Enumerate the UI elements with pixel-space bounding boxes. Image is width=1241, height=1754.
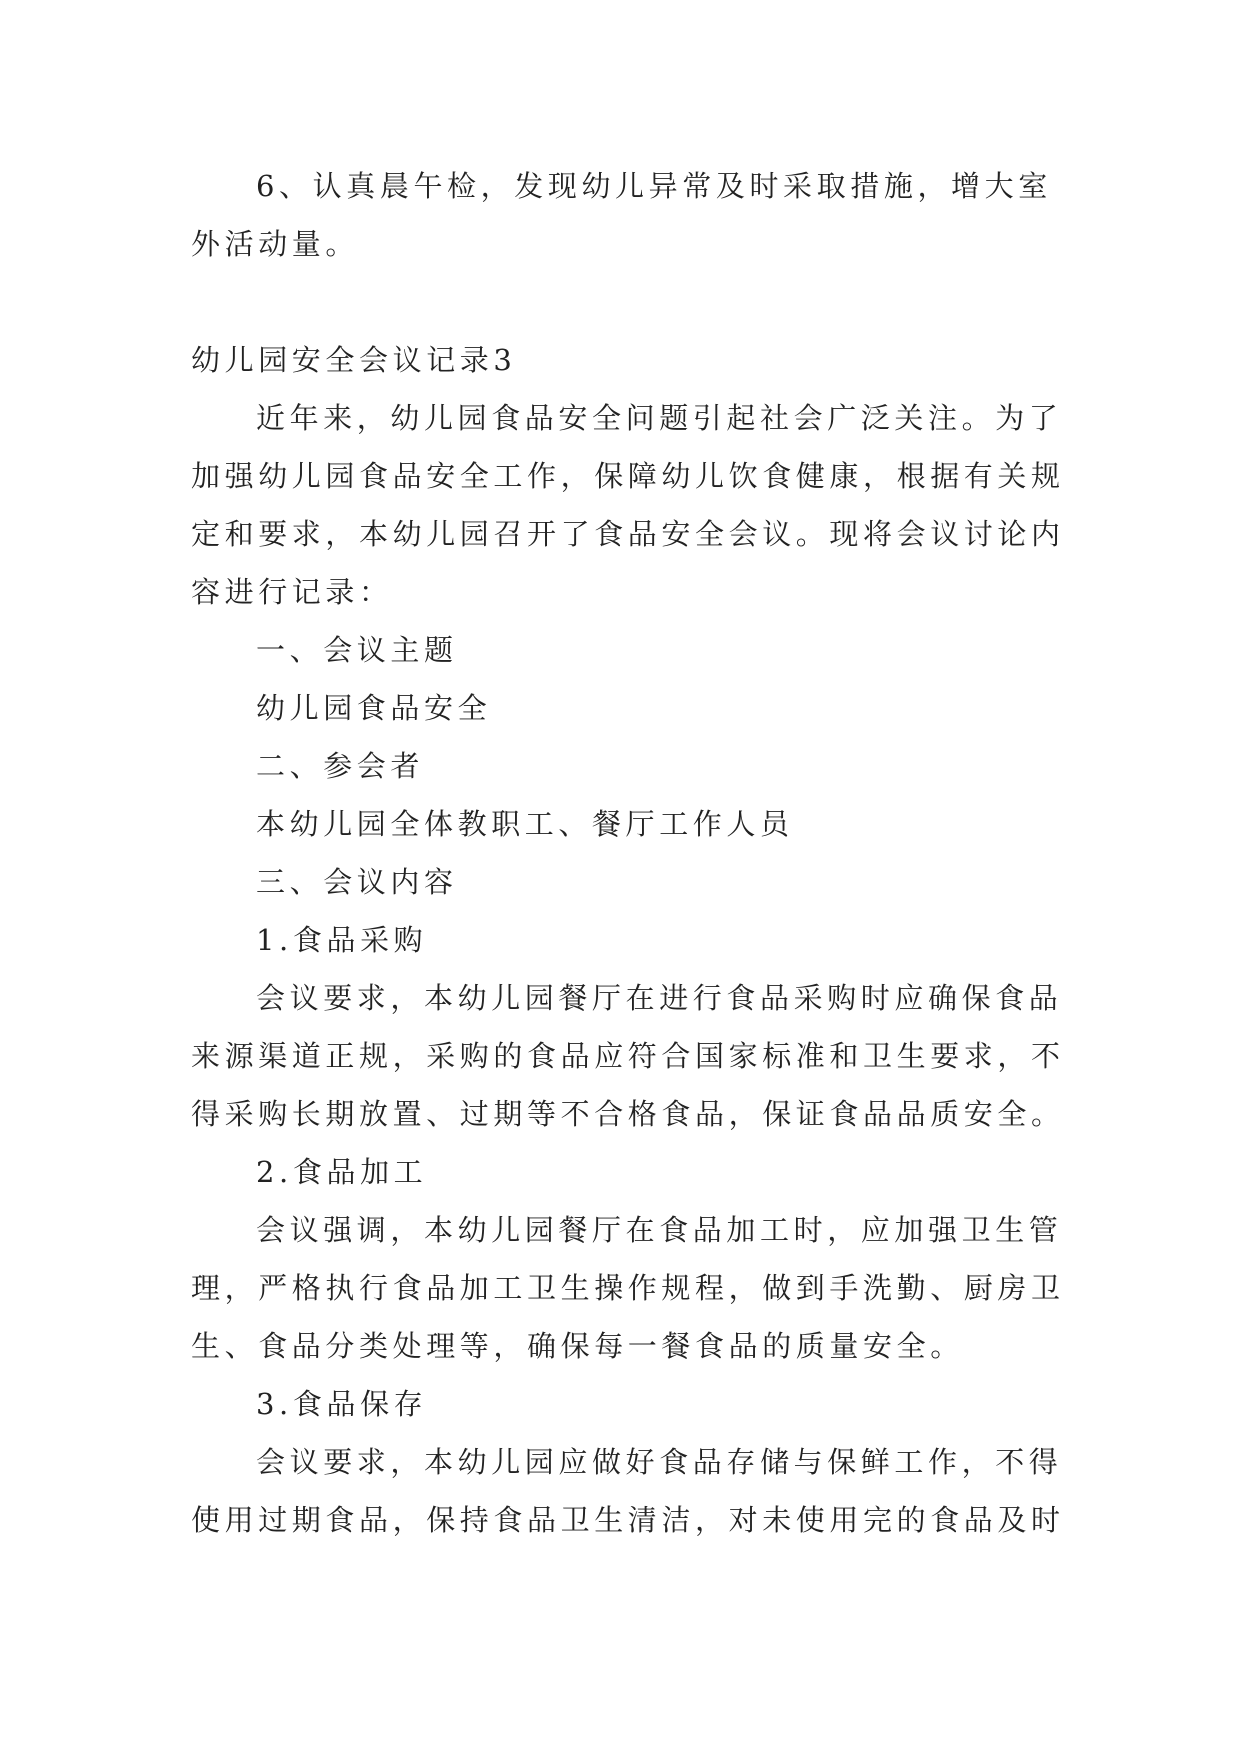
paragraph-line: 定和要求，本幼儿园召开了食品安全会议。现将会议讨论内 (191, 517, 1065, 551)
heading-line: 三、会议内容 (256, 865, 458, 899)
paragraph-line: 会议要求，本幼儿园餐厅在进行食品采购时应确保食品 (256, 981, 1063, 1015)
heading-line: 二、参会者 (256, 749, 425, 783)
paragraph-line: 会议强调，本幼儿园餐厅在食品加工时，应加强卫生管 (256, 1213, 1063, 1247)
subheading-line: 1.食品采购 (256, 923, 428, 957)
paragraph-line: 理，严格执行食品加工卫生操作规程，做到手洗勤、厨房卫 (191, 1271, 1065, 1305)
paragraph-line: 会议要求，本幼儿园应做好食品存储与保鲜工作，不得 (256, 1445, 1063, 1479)
heading-line: 一、会议主题 (256, 633, 458, 667)
paragraph-line: 近年来，幼儿园食品安全问题引起社会广泛关注。为了 (256, 401, 1063, 435)
paragraph-line: 生、食品分类处理等，确保每一餐食品的质量安全。 (191, 1329, 964, 1363)
paragraph-line: 外活动量。 (191, 227, 360, 261)
section-title: 幼儿园安全会议记录3 (191, 343, 517, 377)
subheading-line: 2.食品加工 (256, 1155, 428, 1189)
subheading-line: 3.食品保存 (256, 1387, 428, 1421)
paragraph-line: 得采购长期放置、过期等不合格食品，保证食品品质安全。 (191, 1097, 1065, 1131)
paragraph-line: 容进行记录： (191, 575, 393, 609)
paragraph-line: 来源渠道正规，采购的食品应符合国家标准和卫生要求，不 (191, 1039, 1065, 1073)
paragraph-line: 使用过期食品，保持食品卫生清洁，对未使用完的食品及时 (191, 1503, 1065, 1537)
paragraph-line: 幼儿园食品安全 (256, 691, 492, 725)
paragraph-line: 6、认真晨午检，发现幼儿异常及时采取措施，增大室 (256, 169, 1052, 203)
paragraph-line: 本幼儿园全体教职工、餐厅工作人员 (256, 807, 794, 841)
paragraph-line: 加强幼儿园食品安全工作，保障幼儿饮食健康，根据有关规 (191, 459, 1065, 493)
